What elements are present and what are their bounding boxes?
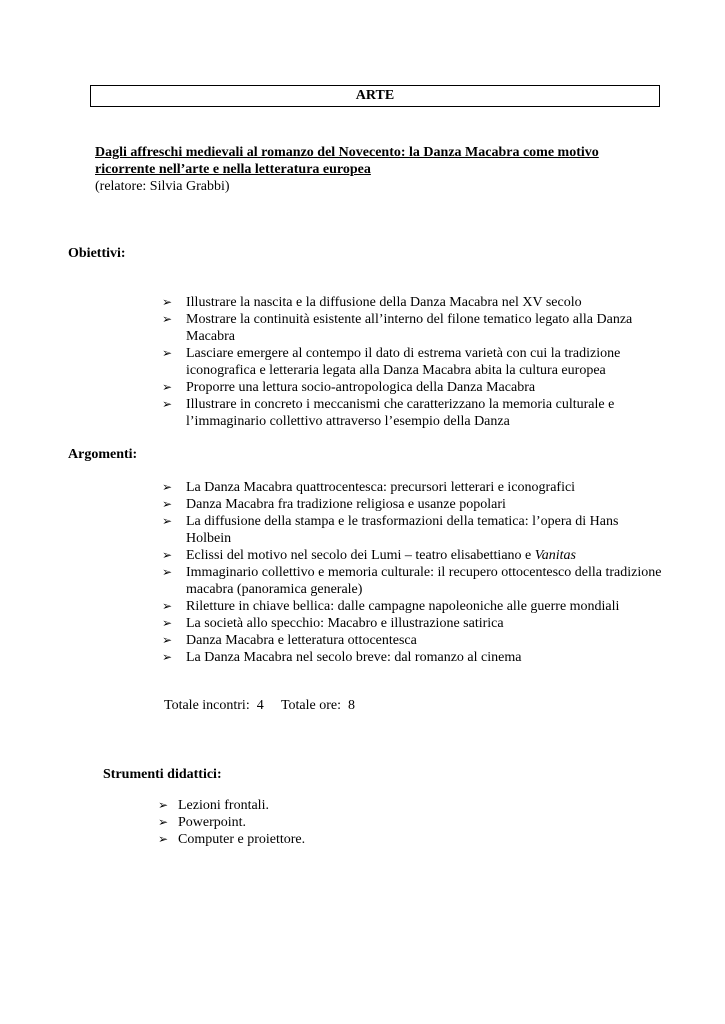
list-item: ➢ Illustrare la nascita e la diffusione della Danza Macabra nel XV secolo — [162, 295, 582, 310]
list-item: ➢ La Danza Macabra quattrocentesca: precursori letterari e iconografici — [162, 480, 576, 495]
hours-label: Totale ore: — [280, 698, 342, 713]
topics-heading: Argomenti: — [68, 447, 138, 462]
arrowhead-bullet-icon: ➢ — [162, 497, 173, 511]
list-item: ➢ Lasciare emergere al contempo il dato di estrema varietà con cui la tradizione iconografica e letteraria legata alla Danza Macabra abita la cultura europea — [162, 346, 621, 378]
objectives-heading: Obiettivi: — [68, 246, 126, 261]
list-item: ➢ Computer e proiettore. — [158, 832, 306, 847]
arrowhead-bullet-icon: ➢ — [158, 832, 169, 846]
arrowhead-bullet-icon: ➢ — [158, 815, 169, 829]
arrowhead-bullet-icon: ➢ — [162, 616, 173, 630]
list-item: ➢ La Danza Macabra nel secolo breve: dal romanzo al cinema — [162, 650, 522, 665]
list-item: ➢ La società allo specchio: Macabro e illustrazione satirica — [162, 616, 504, 631]
objectives-list — [162, 294, 662, 430]
arrowhead-bullet-icon: ➢ — [162, 599, 173, 613]
totals-line — [164, 697, 355, 714]
vanitas-term: Vanitas — [534, 548, 576, 563]
list-item: ➢ Danza Macabra e letteratura ottocentesca — [162, 633, 417, 648]
list-item: ➢ La diffusione della stampa e le trasformazioni della tematica: l’opera di Hans Holbein — [162, 514, 619, 546]
list-item: ➢ Proporre una lettura socio-antropologica della Danza Macabra — [162, 380, 536, 395]
tools-heading: Strumenti didattici: — [103, 767, 222, 782]
section-header — [90, 85, 660, 107]
arrowhead-bullet-icon: ➢ — [162, 295, 173, 309]
arrowhead-bullet-icon: ➢ — [162, 397, 173, 411]
speaker: (relatore: Silvia Grabbi) — [95, 179, 230, 194]
arrowhead-bullet-icon: ➢ — [158, 798, 169, 812]
arrowhead-bullet-icon: ➢ — [162, 650, 173, 664]
arrowhead-bullet-icon: ➢ — [162, 380, 173, 394]
list-item: ➢ Mostrare la continuità esistente all’interno del filone tematico legato alla Danza Macabra — [162, 312, 633, 344]
list-item: ➢ Immaginario collettivo e memoria culturale: il recupero ottocentesco della tradizione macabra (panoramica generale) — [162, 565, 662, 597]
list-item: ➢ Riletture in chiave bellica: dalle campagne napoleoniche alle guerre mondiali — [162, 599, 620, 614]
arrowhead-bullet-icon: ➢ — [162, 346, 173, 360]
arrowhead-bullet-icon: ➢ — [162, 514, 173, 528]
meetings-label: Totale incontri: — [164, 698, 250, 713]
arrowhead-bullet-icon: ➢ — [162, 548, 173, 562]
course-title-block — [95, 144, 675, 195]
course-title-line-1: Dagli affreschi medievali al romanzo del Novecento: la Danza Macabra come motivo — [95, 145, 599, 160]
course-title-line-2: ricorrente nell’arte e nella letteratura europea — [95, 162, 371, 177]
list-item: ➢ Danza Macabra fra tradizione religiosa e usanze popolari — [162, 497, 506, 512]
arrowhead-bullet-icon: ➢ — [162, 565, 173, 579]
list-item: ➢ Illustrare in concreto i meccanismi che caratterizzano la memoria culturale e l’immaginario collettivo attraverso l’esempio della Danza — [162, 397, 615, 429]
arrowhead-bullet-icon: ➢ — [162, 633, 173, 647]
topics-list — [162, 479, 662, 666]
hours-value: 8 — [348, 698, 356, 713]
meetings-value: 4 — [256, 698, 264, 713]
header-title: ARTE — [355, 88, 395, 103]
list-item: ➢ Lezioni frontali. — [158, 798, 269, 813]
list-item: ➢ Eclissi del motivo nel secolo dei Lumi – teatro elisabettiano e Vanitas — [162, 548, 576, 563]
tools-list — [158, 797, 305, 848]
arrowhead-bullet-icon: ➢ — [162, 480, 173, 494]
list-item: ➢ Powerpoint. — [158, 815, 247, 830]
arrowhead-bullet-icon: ➢ — [162, 312, 173, 326]
